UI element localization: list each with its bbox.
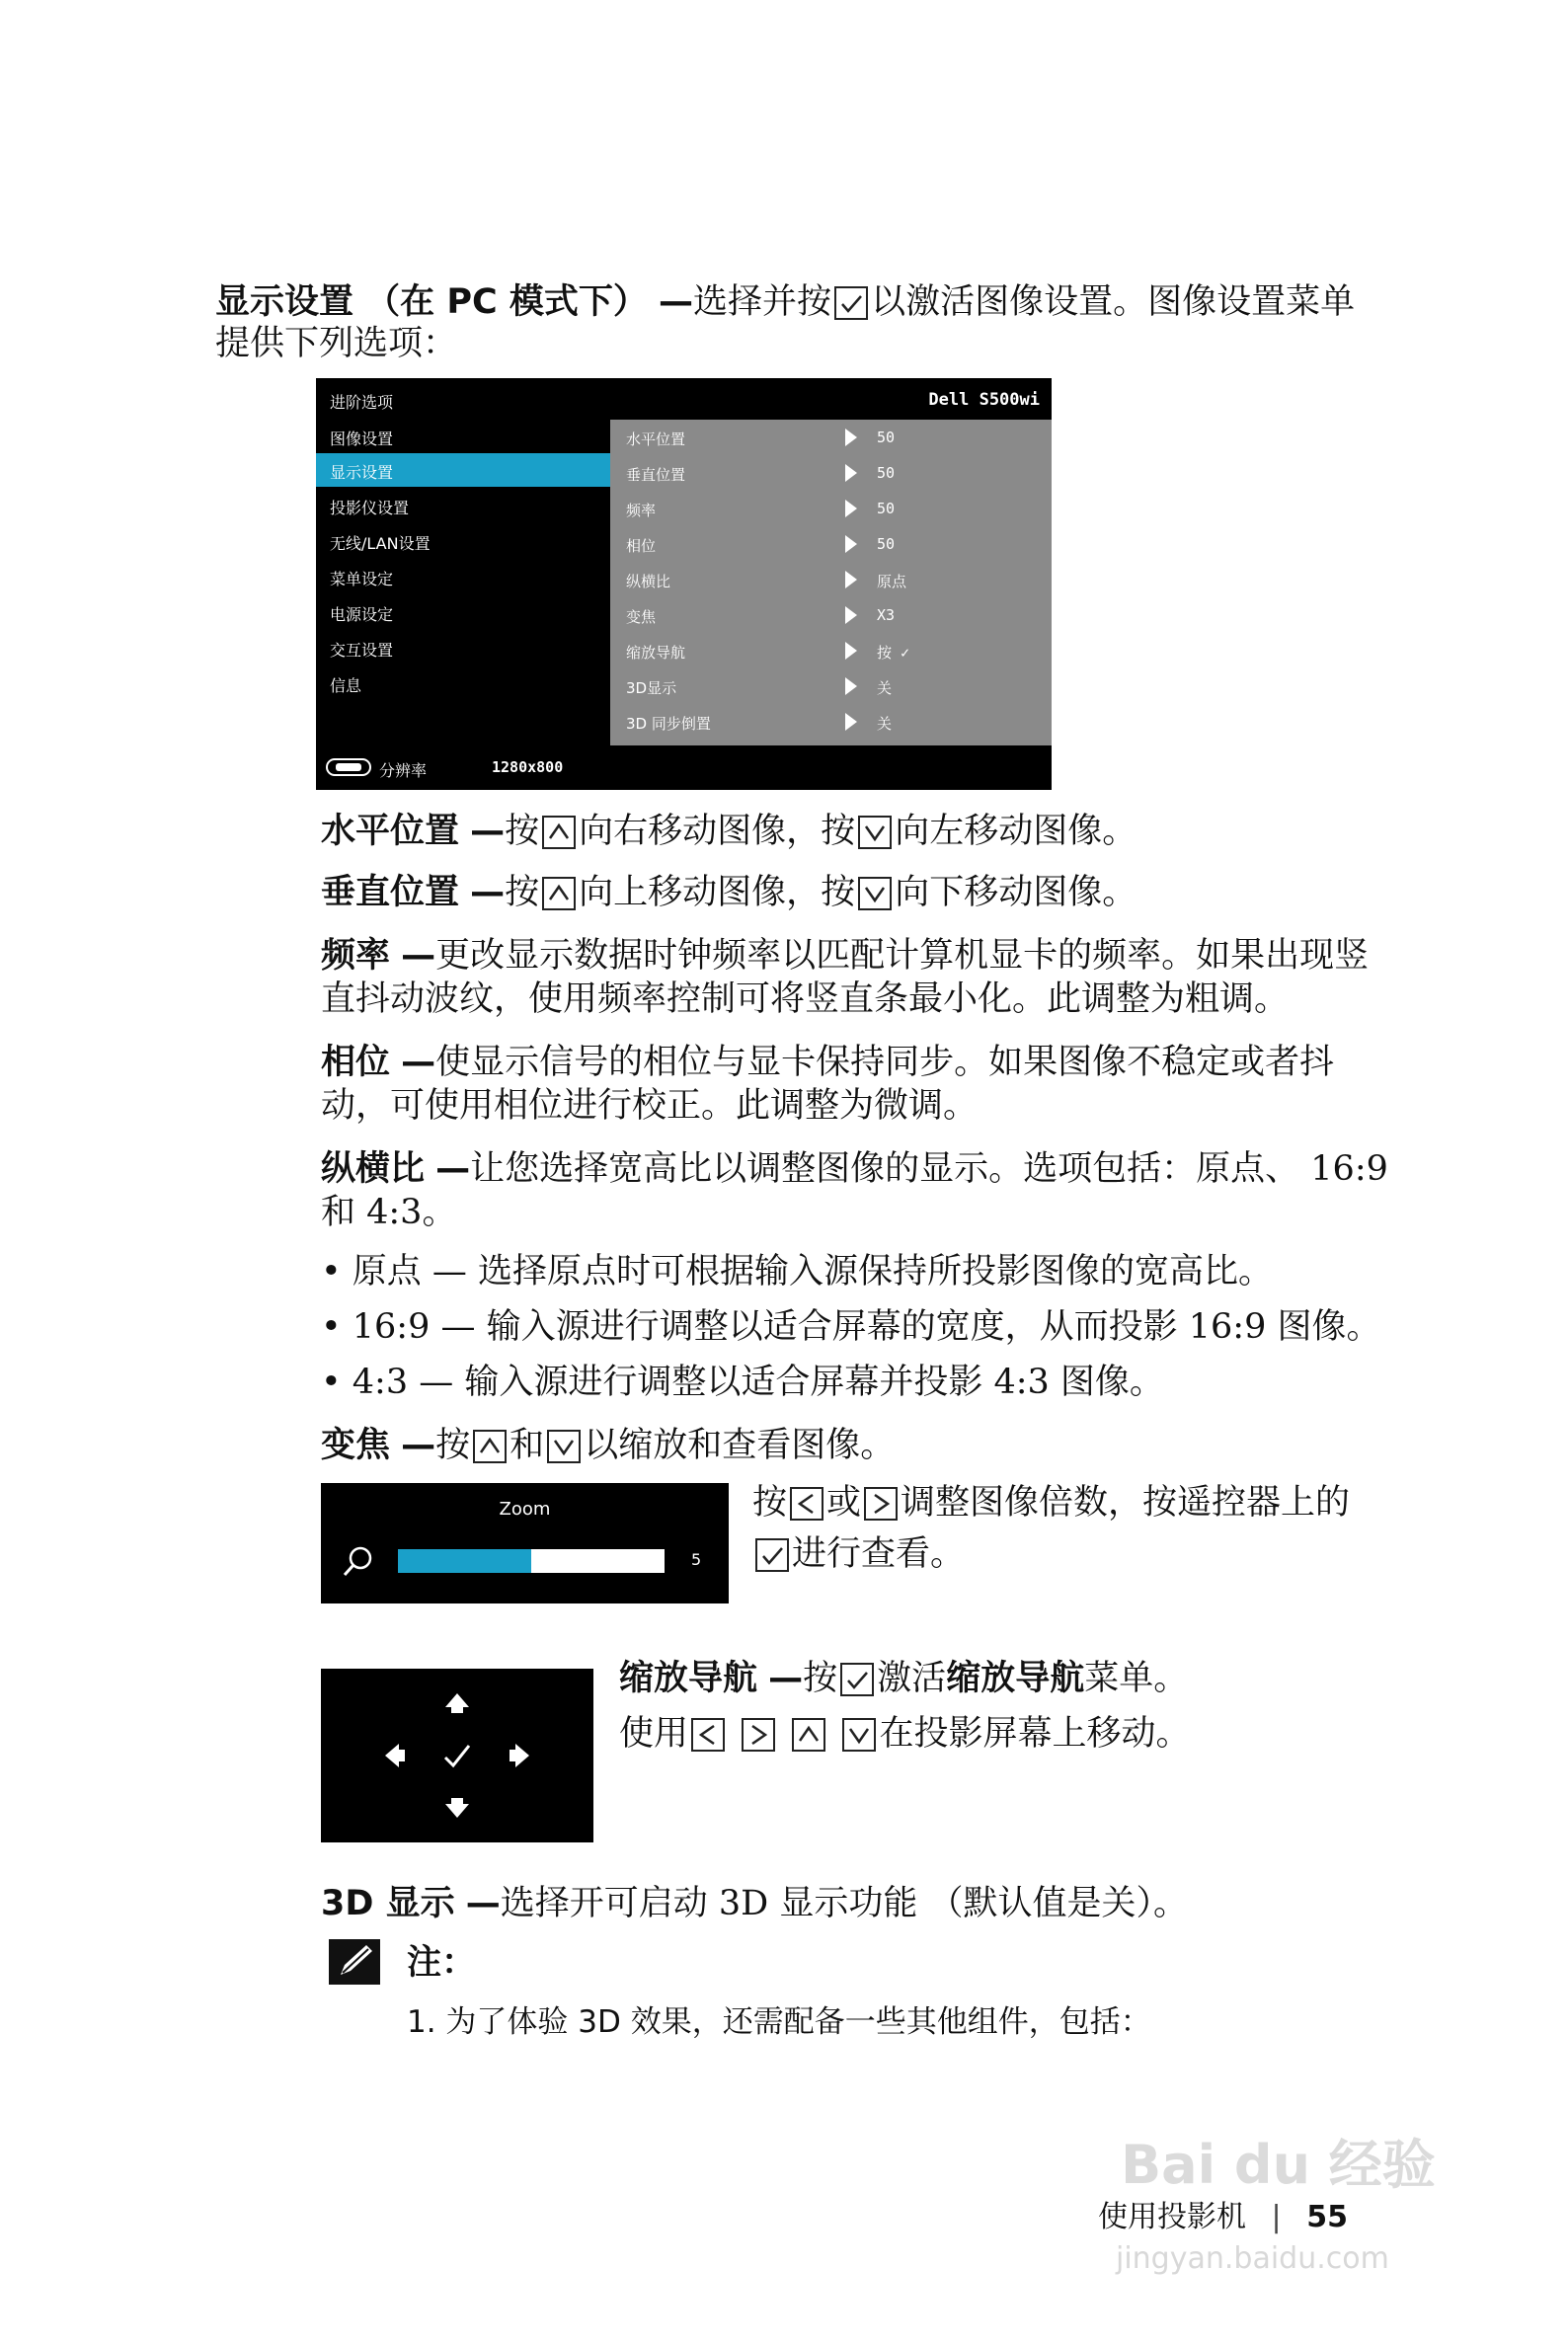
phase-line-2: 动，可使用相位进行校正。此调整为微调。 bbox=[321, 1086, 979, 1126]
zoom-line: 变焦 —按 和 以缩放和查看图像。 bbox=[321, 1426, 896, 1465]
left-key-icon bbox=[691, 1718, 725, 1752]
zoom-value: 5 bbox=[691, 1550, 702, 1569]
resolution-value: 1280x800 bbox=[492, 758, 564, 776]
right-key-icon bbox=[864, 1487, 898, 1521]
arrow-right-icon bbox=[845, 642, 857, 660]
right-key-icon bbox=[742, 1718, 775, 1752]
nav-down-icon[interactable] bbox=[445, 1804, 469, 1818]
arrow-right-icon bbox=[845, 464, 857, 482]
zoom-slider[interactable] bbox=[398, 1549, 665, 1573]
down-key-icon bbox=[858, 877, 892, 910]
zoom-desc-line-1: 按 或 调整图像倍数，按遥控器上的 bbox=[752, 1483, 1351, 1523]
v-position-line: 垂直位置 —按 向上移动图像，按 向下移动图像。 bbox=[321, 873, 1137, 912]
left-key-icon bbox=[790, 1487, 823, 1521]
zoom-title: Zoom bbox=[499, 1499, 551, 1520]
arrow-right-icon bbox=[845, 429, 857, 446]
magnifier-icon bbox=[341, 1544, 376, 1580]
note-label: 注： bbox=[407, 1943, 477, 1983]
osd-row[interactable]: 相位 50 bbox=[626, 535, 896, 555]
osd-row[interactable]: 缩放导航 按 ✓ bbox=[626, 644, 910, 662]
osd-title: 进阶选项 bbox=[330, 393, 394, 412]
vga-connector-icon bbox=[326, 757, 371, 777]
aspect-line-1: 纵横比 —让您选择宽高比以调整图像的显示。选项包括：原点、 16:9 bbox=[321, 1149, 1388, 1189]
osd-menu bbox=[316, 378, 1052, 790]
resolution-label: 分辨率 bbox=[379, 761, 428, 780]
nav-right-stem bbox=[510, 1750, 515, 1761]
3d-display-line: 3D 显示 —选择开可启动 3D 显示功能 （默认值是关）。 bbox=[321, 1884, 1188, 1923]
osd-nav-item[interactable]: 菜单设定 bbox=[330, 570, 394, 588]
zoom-desc-line-2: 进行查看。 bbox=[752, 1532, 965, 1576]
zoomnav-line-1: 缩放导航 —按 激活缩放导航菜单。 bbox=[619, 1659, 1189, 1698]
note-item-1: 1. 为了体验 3D 效果，还需配备一些其他组件，包括： bbox=[407, 2004, 1151, 2040]
note-pencil-icon bbox=[329, 1939, 380, 1985]
arrow-right-icon bbox=[845, 677, 857, 695]
bullet-item: • 原点 — 选择原点时可根据输入源保持所投影图像的宽高比。 bbox=[321, 1252, 1274, 1291]
page-number: 55 bbox=[1306, 2200, 1348, 2234]
down-key-icon bbox=[842, 1718, 876, 1752]
arrow-right-icon bbox=[845, 535, 857, 553]
arrow-right-icon bbox=[845, 500, 857, 517]
osd-row[interactable]: 3D 同步倒置 关 bbox=[626, 715, 893, 733]
zoom-panel bbox=[321, 1483, 729, 1603]
osd-footer bbox=[316, 745, 1052, 790]
up-key-icon bbox=[792, 1718, 825, 1752]
nav-up-icon[interactable] bbox=[445, 1693, 469, 1707]
nav-left-stem bbox=[399, 1750, 405, 1761]
osd-header bbox=[316, 378, 1052, 420]
phase-line-1: 相位 —使显示信号的相位与显卡保持同步。如果图像不稳定或者抖 bbox=[321, 1043, 1335, 1082]
nav-check-icon[interactable] bbox=[445, 1746, 469, 1765]
osd-nav-item[interactable]: 信息 bbox=[330, 676, 362, 695]
zoom-slider-fill bbox=[398, 1549, 531, 1573]
bullet-item: • 16:9 — 输入源进行调整以适合屏幕的宽度，从而投影 16:9 图像。 bbox=[321, 1307, 1381, 1347]
bullet-item: • 4:3 — 输入源进行调整以适合屏幕并投影 4:3 图像。 bbox=[321, 1363, 1164, 1402]
osd-row[interactable]: 变焦 X3 bbox=[626, 606, 896, 626]
enter-key-icon bbox=[840, 1663, 874, 1696]
osd-row[interactable]: 纵横比 原点 bbox=[626, 573, 907, 590]
arrow-right-icon bbox=[845, 713, 857, 731]
nav-down-stem bbox=[451, 1798, 463, 1804]
enter-key-icon bbox=[755, 1538, 789, 1572]
zoomnav-line-2: 使用 在投影屏幕上移动。 bbox=[619, 1714, 1191, 1754]
nav-up-stem bbox=[451, 1707, 463, 1713]
osd-nav bbox=[316, 420, 610, 706]
arrow-right-icon bbox=[845, 606, 857, 624]
nav-left-icon[interactable] bbox=[385, 1744, 399, 1767]
osd-nav-item[interactable]: 投影仪设置 bbox=[330, 499, 410, 517]
osd-model: Dell S500wi bbox=[928, 390, 1040, 410]
osd-nav-item[interactable]: 电源设定 bbox=[330, 605, 394, 624]
up-key-icon bbox=[542, 816, 576, 849]
osd-row[interactable]: 垂直位置 50 bbox=[626, 464, 896, 484]
osd-settings-panel bbox=[610, 420, 1052, 745]
osd-row[interactable]: 3D显示 关 bbox=[626, 679, 893, 697]
frequency-line-2: 直抖动波纹，使用频率控制可将竖直条最小化。此调整为粗调。 bbox=[321, 979, 1290, 1019]
osd-nav-item-selected[interactable]: 显示设置 bbox=[316, 453, 610, 487]
aspect-line-2: 和 4:3。 bbox=[321, 1193, 457, 1232]
osd-nav-item[interactable]: 图像设置 bbox=[330, 430, 394, 448]
watermark-brand: Bai du 经验 bbox=[1121, 2134, 1436, 2196]
up-key-icon bbox=[542, 877, 576, 910]
zoom-nav-panel bbox=[321, 1669, 593, 1842]
down-key-icon bbox=[547, 1430, 581, 1463]
osd-row[interactable]: 水平位置 50 bbox=[626, 429, 896, 448]
osd-nav-item[interactable]: 无线/LAN设置 bbox=[330, 534, 431, 553]
watermark-url: jingyan.baidu.com bbox=[1116, 2241, 1389, 2276]
nav-right-icon[interactable] bbox=[515, 1744, 529, 1767]
down-key-icon bbox=[858, 816, 892, 849]
footer-section: 使用投影机 bbox=[1098, 2200, 1246, 2234]
frequency-line-1: 频率 —更改显示数据时钟频率以匹配计算机显卡的频率。如果出现竖 bbox=[321, 936, 1370, 976]
osd-nav-item[interactable]: 交互设置 bbox=[330, 641, 394, 660]
section-heading: 显示设置 （在 PC 模式下） bbox=[215, 282, 648, 322]
h-position-line: 水平位置 —按 向右移动图像，按 向左移动图像。 bbox=[321, 812, 1137, 851]
osd-row[interactable]: 频率 50 bbox=[626, 500, 896, 519]
enter-key-icon bbox=[834, 286, 868, 320]
intro-line-1: 显示设置 （在 PC 模式下） —选择并按 以激活图像设置。图像设置菜单 bbox=[215, 282, 1356, 322]
arrow-right-icon bbox=[845, 571, 857, 588]
up-key-icon bbox=[473, 1430, 507, 1463]
intro-line-2: 提供下列选项： bbox=[215, 324, 458, 363]
footer-separator: | bbox=[1271, 2200, 1282, 2234]
